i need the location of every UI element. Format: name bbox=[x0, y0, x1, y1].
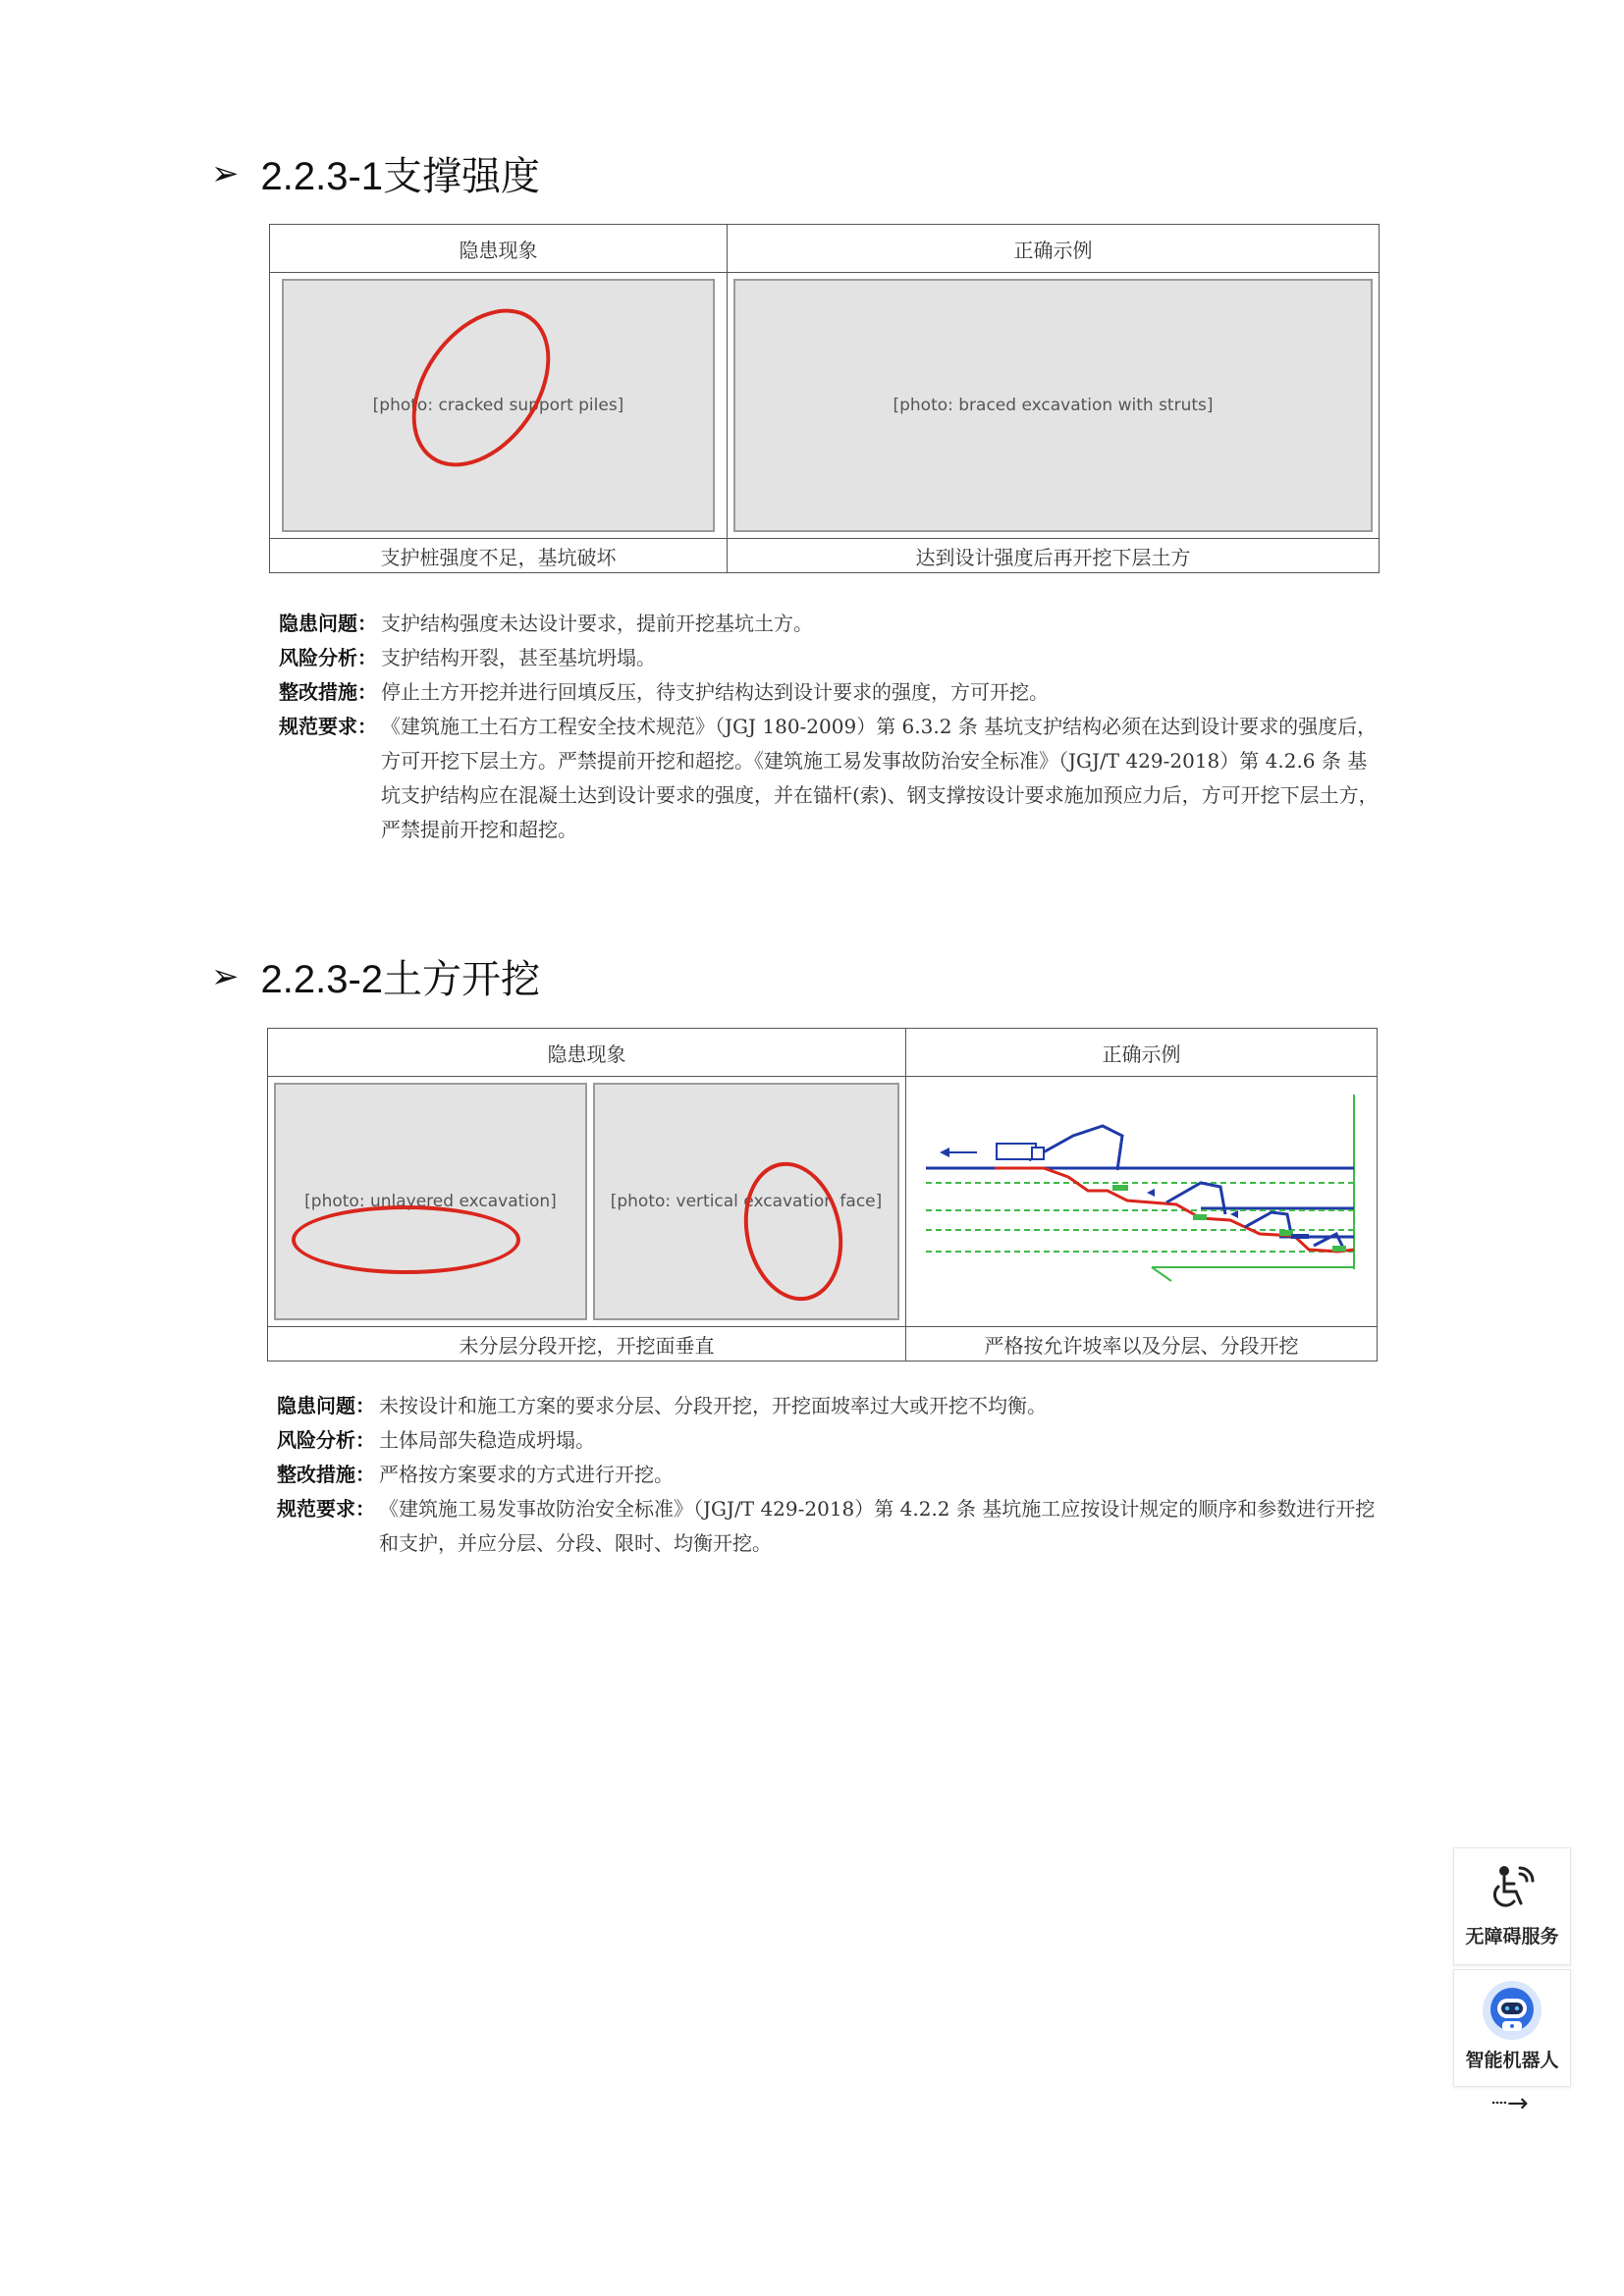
detail-row: 隐患问题： 未按设计和施工方案的要求分层、分段开挖，开挖面坡率过大或开挖不均衡。 bbox=[277, 1394, 1047, 1417]
detail-row: 隐患问题： 支护结构强度未达设计要求，提前开挖基坑土方。 bbox=[279, 612, 813, 635]
hazard-header: 隐患现象 bbox=[270, 225, 728, 273]
accessibility-label: 无障碍服务 bbox=[1465, 1926, 1559, 1948]
hazard-photo: [photo: cracked support piles] bbox=[282, 279, 715, 532]
excavation-staging-diagram bbox=[906, 1077, 1377, 1326]
detail-row: 整改措施： 停止土方开挖并进行回填反压，待支护结构达到设计要求的强度，方可开挖。 bbox=[279, 680, 1049, 704]
hazard-photos-cell bbox=[268, 1077, 906, 1327]
section-1-title: 2.2.3-1支撑强度 bbox=[260, 155, 541, 198]
wheelchair-icon bbox=[1487, 1864, 1538, 1913]
detail-row: 风险分析： 支护结构开裂，甚至基坑坍塌。 bbox=[279, 646, 656, 669]
correct-header: 正确示例 bbox=[906, 1029, 1378, 1077]
correct-photo: [photo: braced excavation with struts] bbox=[733, 279, 1373, 532]
hazard-photo-cell bbox=[270, 273, 728, 539]
correct-caption: 达到设计强度后再开挖下层土方 bbox=[728, 539, 1380, 573]
correct-photo-cell bbox=[728, 273, 1380, 539]
dotted-arrow-right-icon[interactable]: ┈→ bbox=[1491, 2089, 1529, 2118]
section-2-heading bbox=[211, 948, 540, 1004]
hazard-caption: 支护桩强度不足，基坑破坏 bbox=[270, 539, 728, 573]
section-2-comparison-table bbox=[267, 1028, 1378, 1362]
hazard-header: 隐患现象 bbox=[268, 1029, 906, 1077]
section-1-details bbox=[279, 607, 1379, 847]
section-1-heading bbox=[211, 145, 540, 201]
hazard-caption: 未分层分段开挖，开挖面垂直 bbox=[268, 1327, 906, 1362]
detail-row: 规范要求： 《建筑施工易发事故防治安全标准》（JGJ/T 429-2018）第 4.2.2 条 基坑施工应按设计规定的顺序和参数进行开挖和支护，并应分层、分段、限时、均衡开挖。 bbox=[277, 1497, 1376, 1555]
section-1-comparison-table bbox=[269, 224, 1380, 573]
arrowhead-bullet-icon: ➢ bbox=[211, 957, 240, 995]
robot-icon bbox=[1482, 1980, 1543, 2041]
robot-label: 智能机器人 bbox=[1465, 2050, 1559, 2071]
section-2-title: 2.2.3-2土方开挖 bbox=[260, 958, 541, 1001]
correct-caption: 严格按允许坡率以及分层、分段开挖 bbox=[906, 1327, 1378, 1362]
detail-row: 整改措施： 严格按方案要求的方式进行开挖。 bbox=[277, 1463, 674, 1486]
hazard-photo-1: [photo: unlayered excavation] bbox=[274, 1083, 587, 1320]
hazard-photo-2: [photo: vertical excavation face] bbox=[593, 1083, 899, 1320]
correct-header: 正确示例 bbox=[728, 225, 1380, 273]
annotation-ellipse bbox=[292, 1205, 520, 1274]
detail-row: 风险分析： 土体局部失稳造成坍塌。 bbox=[277, 1428, 595, 1452]
correct-diagram-cell bbox=[906, 1077, 1378, 1327]
arrowhead-bullet-icon: ➢ bbox=[211, 154, 240, 192]
detail-row: 规范要求： 《建筑施工土石方工程安全技术规范》（JGJ 180-2009）第 6.3.2 条 基坑支护结构必须在达到设计要求的强度后，方可开挖下层土方。严禁提前开挖和超挖。《建筑施工易发事故防治安全标准》（JGJ/T 429-2018）第 4.2.6 条 基坑支护结构应在混凝土达到设计要求的强度，并在锚杆(索)、钢支撑按设计要求施加预应力后，方可开挖下层土方，严禁提前开挖和超挖。 bbox=[279, 715, 1379, 841]
accessibility-service-button[interactable] bbox=[1453, 1847, 1571, 1965]
section-2-details bbox=[277, 1389, 1377, 1561]
ai-robot-button[interactable] bbox=[1453, 1969, 1571, 2087]
